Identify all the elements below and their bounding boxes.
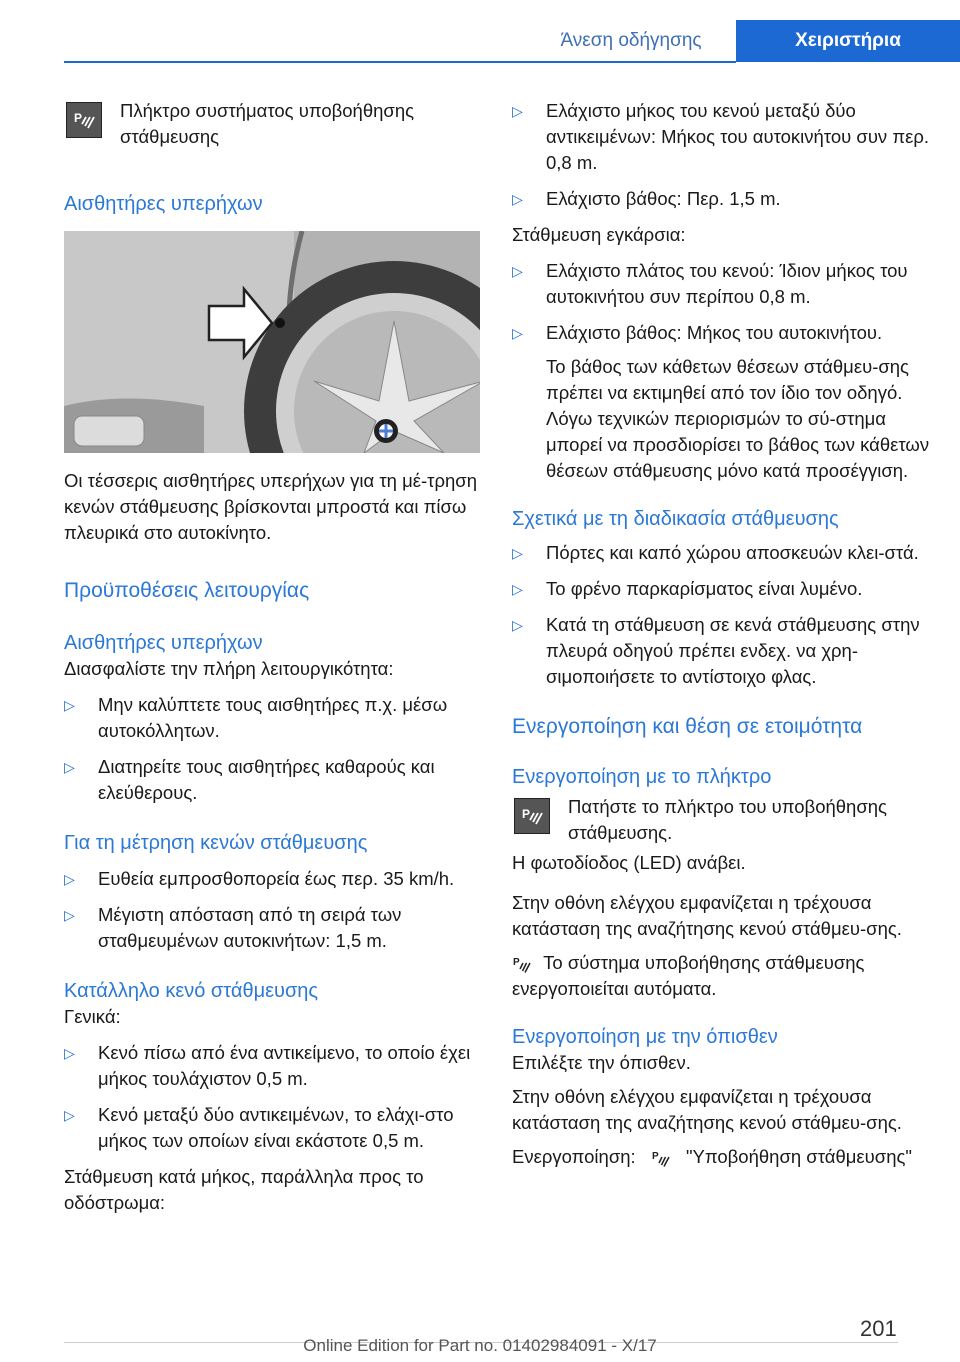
screen-status-text-2: Στην οθόνη ελέγχου εμφανίζεται η τρέχουσα κατάσταση της αναζήτησης κενού στάθμευ-σης.: [512, 1086, 902, 1133]
activation-value: "Υποβοήθηση στάθμευσης": [685, 1146, 912, 1167]
park-assist-button-caption: Πλήκτρο συστήματος υποβοήθησης στάθμευσης: [120, 100, 415, 147]
press-button-text: Πατήστε το πλήκτρο του υποβοήθησης στάθμευσης.: [568, 796, 887, 843]
heading-activation: Ενεργοποίηση και θέση σε ετοιμότητα: [512, 715, 863, 738]
parallel-bullet-2: ▷ Ελάχιστο βάθος: Περ. 1,5 m.: [512, 186, 940, 212]
general-bullet-1: ▷ Κενό πίσω από ένα αντικείμενο, το οποίο έχει μήκος τουλάχιστον 0,5 m.: [64, 1040, 480, 1092]
right-column: [512, 98, 940, 1170]
procedure-bullet-3: ▷ Κατά τη στάθμευση σε κενά στάθμευσης στην πλευρά οδηγού πρέπει ενδεχ. να χρη-σιμοποιήσετε το αντίστοιχο φλας.: [512, 612, 940, 690]
parallel-bullet-1: ▷ Ελάχιστο μήκος του κενού μεταξύ δύο αντικειμένων: Μήκος του αυτοκινήτου συν περ. 0,8 m.: [512, 98, 940, 176]
perpendicular-bullet-2: ▷ Ελάχιστο βάθος: Μήκος του αυτοκινήτου.: [512, 320, 940, 346]
sensor-photo: [64, 231, 480, 460]
sensor-location-illustration: [64, 231, 480, 453]
heading-sensors-2: Αισθητήρες υπερήχων: [64, 632, 263, 654]
svg-text:P: P: [74, 111, 83, 125]
sensor-bullet-2: ▷ Διατηρείτε τους αισθητήρες καθαρούς και ελεύθερους.: [64, 754, 480, 806]
measure-bullet-1: ▷ Ευθεία εμπροσθοπορεία έως περ. 35 km/h.: [64, 866, 480, 892]
header-rule: [64, 61, 736, 63]
page-number: 201: [860, 1316, 897, 1341]
sensor-bullet-1: ▷ Μην καλύπτετε τους αισθητήρες π.χ. μέσω αυτοκόλλητων.: [64, 692, 480, 744]
left-column: [64, 98, 480, 1216]
heading-measure: Για τη μέτρηση κενών στάθμευσης: [64, 832, 368, 854]
svg-text:P: P: [513, 957, 520, 969]
edition-note: Online Edition for Part no. 01402984091 - X/17: [303, 1336, 657, 1355]
header-section-tab: Άνεση οδήγησης: [560, 30, 702, 51]
select-reverse-text: Επιλέξτε την όπισθεν.: [512, 1052, 691, 1073]
park-assist-symbol-icon: [512, 954, 532, 974]
heading-procedure: Σχετικά με τη διαδικασία στάθμευσης: [512, 508, 839, 530]
svg-text:P: P: [522, 807, 531, 821]
park-assist-button-row: [64, 98, 480, 150]
perpendicular-label: Στάθμευση εγκάρσια:: [512, 224, 686, 245]
general-label: Γενικά:: [64, 1006, 121, 1027]
auto-active-paragraph: [512, 950, 940, 1002]
heading-reverse-activation: Ενεργοποίηση με την όπισθεν: [512, 1026, 778, 1048]
procedure-bullet-2: ▷ Το φρένο παρκαρίσματος είναι λυμένο.: [512, 576, 940, 602]
heading-prerequisites: Προϋποθέσεις λειτουργίας: [64, 579, 310, 602]
led-on-text: Η φωτοδίοδος (LED) ανάβει.: [512, 852, 746, 873]
press-button-row: [512, 794, 940, 846]
sensors-intro: Διασφαλίστε την πλήρη λειτουργικότητα:: [64, 658, 394, 679]
depth-note: Το βάθος των κάθετων θέσεων στάθμευ-σης πρέπει να εκτιμηθεί από τον ίδιο τον οδηγό. Λόγω τεχνικών περιορισμών το σύ-στημα μπορεί να προσδιορίσει το βάθος των κάθετων θέσεων στάθμευσης μόνο κατά προσέγγιση.: [546, 356, 930, 481]
header-chapter-tab: Χειριστήρια: [736, 20, 960, 62]
procedure-bullet-1: ▷ Πόρτες και καπό χώρου αποσκευών κλει-στά.: [512, 540, 940, 566]
auto-active-text: Το σύστημα υποβοήθησης στάθμευσης ενεργοποιείται αυτόματα.: [512, 952, 865, 999]
perpendicular-bullet-1: ▷ Ελάχιστο πλάτος του κενού: Ίδιον μήκος του αυτοκινήτου συν περίπου 0,8 m.: [512, 258, 940, 310]
park-assist-symbol-icon-2: [651, 1148, 671, 1168]
measure-bullet-2: ▷ Μέγιστη απόσταση από τη σειρά των σταθμευμένων αυτοκινήτων: 1,5 m.: [64, 902, 480, 954]
general-bullet-2: ▷ Κενό μεταξύ δύο αντικειμένων, το ελάχι-στο μήκος των οποίων είναι εκάστοτε 0,5 m.: [64, 1102, 480, 1154]
activation-label: Ενεργοποίηση:: [512, 1146, 636, 1167]
parallel-label: Στάθμευση κατά μήκος, παράλληλα προς το οδόστρωμα:: [64, 1166, 424, 1213]
park-assist-button-icon: [66, 102, 102, 138]
svg-text:P: P: [651, 1151, 659, 1163]
heading-button-activation: Ενεργοποίηση με το πλήκτρο: [512, 766, 772, 788]
screen-status-text: Στην οθόνη ελέγχου εμφανίζεται η τρέχουσα κατάσταση της αναζήτησης κενού στάθμευ-σης.: [512, 892, 902, 939]
sensor-description: Οι τέσσερις αισθητήρες υπερήχων για τη μέ-τρηση κενών στάθμευσης βρίσκονται μπροστά και πίσω πλευρικά στο αυτοκίνητο.: [64, 470, 478, 543]
activation-paragraph: [512, 1144, 940, 1170]
heading-sensors: Αισθητήρες υπερήχων: [64, 193, 263, 215]
heading-suitable-space: Κατάλληλο κενό στάθμευσης: [64, 980, 319, 1002]
park-assist-button-icon-2: [514, 798, 550, 834]
